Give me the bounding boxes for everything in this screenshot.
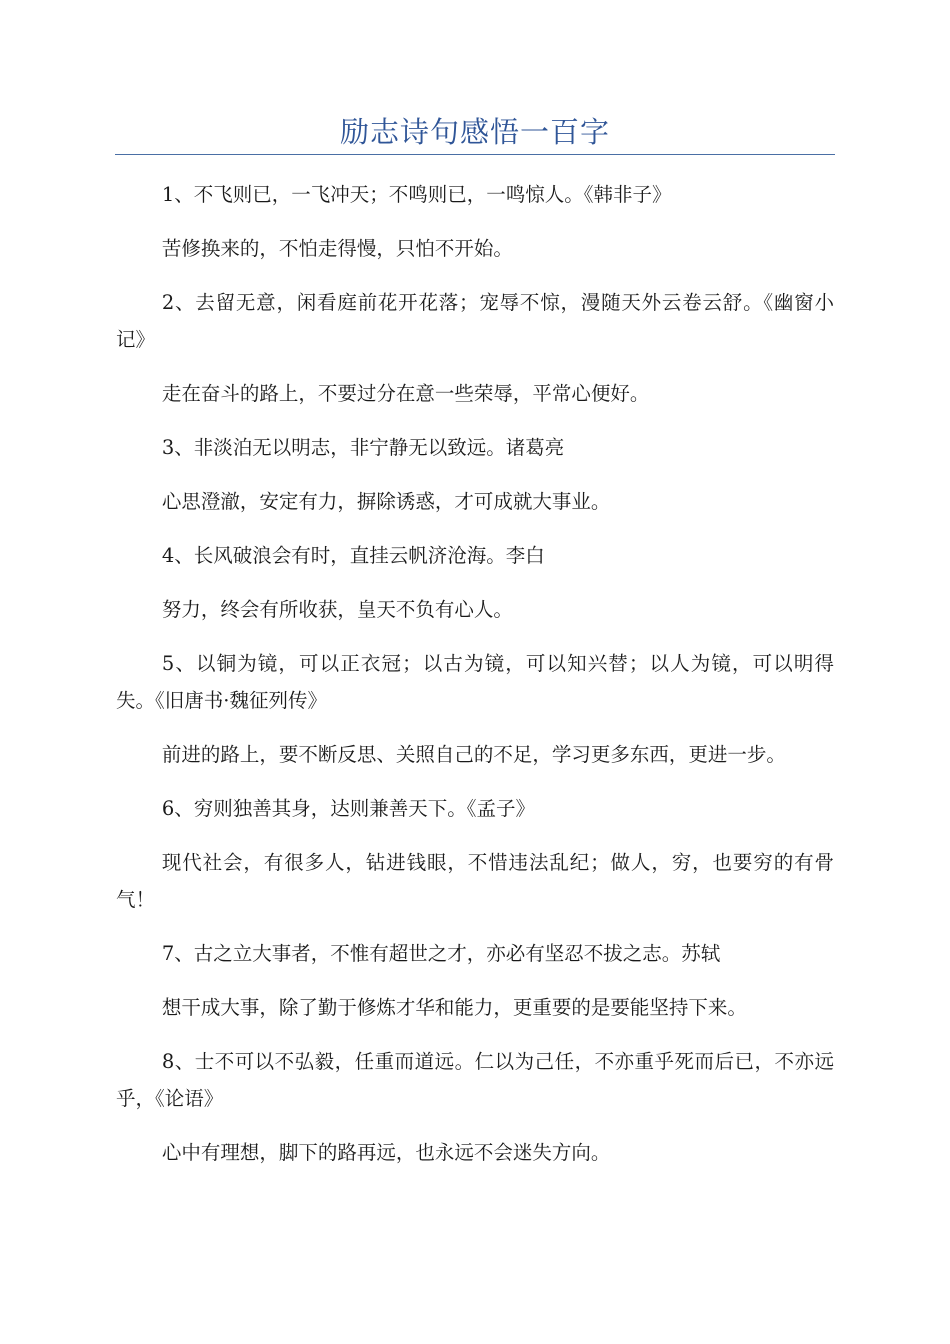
paragraph-quote-1: 1、不飞则已，一飞冲天；不鸣则已，一鸣惊人。《韩非子》 <box>161 183 672 206</box>
paragraph-quote-2: 2、去留无意，闲看庭前花开花落；宠辱不惊，漫随天外云卷云舒。《幽窗小记》 <box>116 291 834 351</box>
paragraph-quote-4: 4、长风破浪会有时，直挂云帆济沧海。李白 <box>161 544 545 567</box>
paragraph-quote-8: 8、士不可以不弘毅，任重而道远。仁以为己任，不亦重乎死而后已，不亦远乎，《论语》 <box>116 1050 834 1110</box>
paragraph-reflection-3: 心思澄澈，安定有力，摒除诱惑，才可成就大事业。 <box>161 490 611 513</box>
document-title: 励志诗句感悟一百字 <box>339 115 610 149</box>
paragraph-reflection-8: 心中有理想，脚下的路再远，也永远不会迷失方向。 <box>161 1141 611 1164</box>
paragraph-reflection-5: 前进的路上，要不断反思、关照自己的不足，学习更多东西，更进一步。 <box>161 743 786 766</box>
paragraph-reflection-4: 努力，终会有所收获，皇天不负有心人。 <box>161 598 513 621</box>
paragraph-quote-5: 5、以铜为镜，可以正衣冠；以古为镜，可以知兴替；以人为镜，可以明得失。《旧唐书·魏征列传》 <box>116 652 834 712</box>
paragraph-quote-3: 3、非淡泊无以明志，非宁静无以致远。诸葛亮 <box>161 436 565 459</box>
paragraph-quote-7: 7、古之立大事者，不惟有超世之才，亦必有坚忍不拔之志。苏轼 <box>161 942 721 965</box>
paragraph-reflection-7: 想干成大事，除了勤于修炼才华和能力，更重要的是要能坚持下来。 <box>161 996 747 1019</box>
paragraph-reflection-6: 现代社会，有很多人，钻进钱眼，不惜违法乱纪；做人，穷，也要穷的有骨气！ <box>116 851 834 911</box>
title-underline <box>115 154 835 155</box>
document-body <box>116 176 834 1188</box>
paragraph-quote-6: 6、穷则独善其身，达则兼善天下。《孟子》 <box>161 797 535 820</box>
paragraph-reflection-2: 走在奋斗的路上，不要过分在意一些荣辱，平常心便好。 <box>161 382 650 405</box>
paragraph-reflection-1: 苦修换来的，不怕走得慢，只怕不开始。 <box>161 237 513 260</box>
